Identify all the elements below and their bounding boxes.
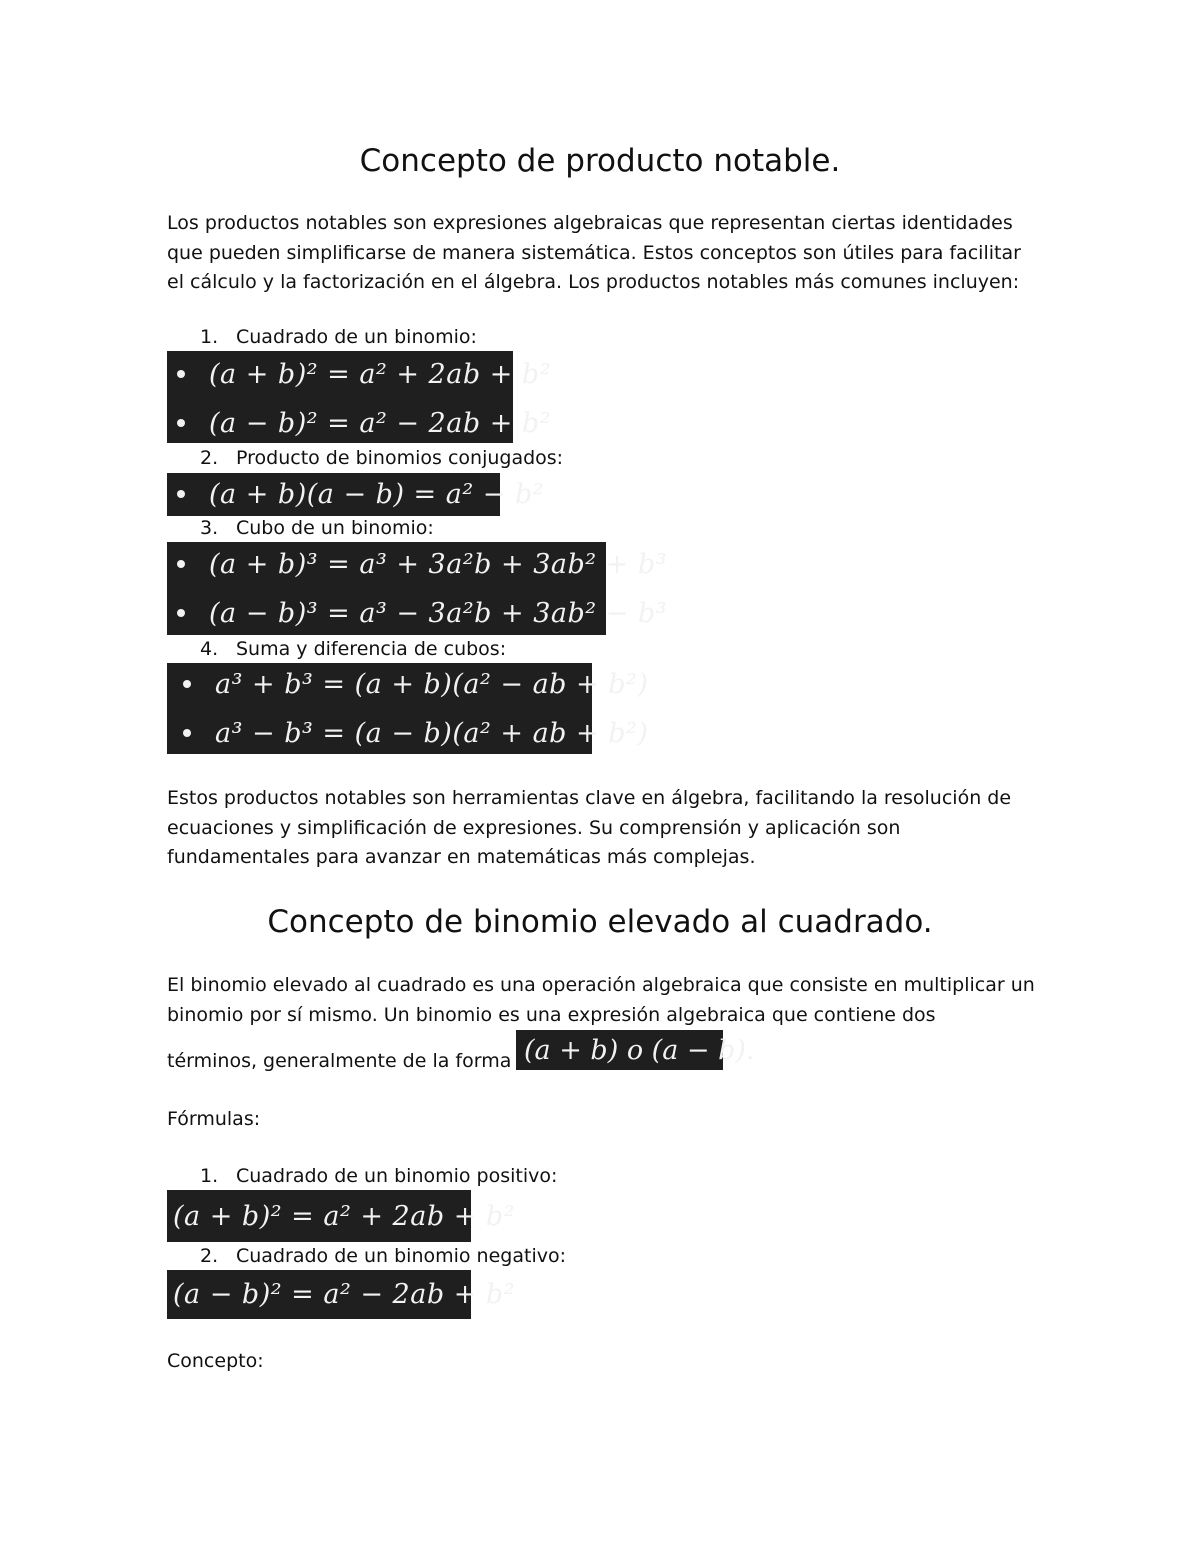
intro-paragraph [167, 209, 1047, 298]
formula: (a − b)² = a² − 2ab + b² [209, 407, 552, 439]
formula-box [167, 1270, 516, 1319]
formula-box [167, 1190, 516, 1242]
formula-row [167, 354, 551, 394]
concept-label: Concepto: [167, 1350, 264, 1372]
text-line: fundamentales para avanzar en matemáticas más complejas. [167, 846, 756, 868]
formula: (a − b)² = a² − 2ab + b² [173, 1278, 516, 1310]
list-number: 3. [200, 517, 219, 539]
bullet-icon [177, 609, 185, 617]
formula-box [167, 473, 545, 516]
formula: (a + b)³ = a³ + 3a²b + 3ab² + b³ [209, 548, 668, 580]
formula-row [167, 544, 667, 584]
list-item [200, 447, 563, 469]
list-number: 1. [200, 1165, 219, 1187]
text-line: que pueden simplificarse de manera sistemática. Estos conceptos son útiles para facilitar [167, 241, 1021, 264]
list-item [200, 517, 434, 539]
list-label: Cuadrado de un binomio negativo: [236, 1245, 566, 1267]
list-number: 2. [200, 1245, 219, 1267]
formula-box [167, 542, 668, 635]
inline-formula: (a + b) o (a − b). [516, 1030, 723, 1070]
intro-paragraph [167, 971, 1047, 1030]
formula-box [167, 351, 552, 443]
formula: (a + b)² = a² + 2ab + b² [209, 358, 552, 390]
bullet-icon [183, 680, 191, 688]
bullet-icon [177, 560, 185, 568]
formula-row [167, 403, 551, 443]
list-label: Suma y diferencia de cubos: [236, 638, 507, 660]
formula-row [167, 474, 544, 514]
closing-paragraph [167, 784, 1047, 873]
formula: (a − b)³ = a³ − 3a²b + 3ab² − b³ [209, 597, 668, 629]
formula-row [173, 1196, 515, 1236]
section-title: Concepto de binomio elevado al cuadrado. [267, 904, 933, 940]
bullet-icon [177, 419, 185, 427]
formula: a³ − b³ = (a − b)(a² + ab + b²) [215, 717, 649, 749]
formula-row [167, 593, 667, 633]
text-line: Estos productos notables son herramientas clave en álgebra, facilitando la resolución de [167, 787, 1012, 809]
text-line: el cálculo y la factorización en el álgebra. Los productos notables más comunes incluyen: [167, 271, 1020, 293]
list-item [200, 1245, 566, 1267]
list-item [200, 1165, 557, 1187]
text-line: términos, generalmente de la forma [167, 1050, 512, 1072]
formula: (a + b)(a − b) = a² − b² [209, 478, 545, 510]
formulas-label: Fórmulas: [167, 1108, 261, 1130]
text-line: binomio por sí mismo. Un binomio es una expresión algebraica que contiene dos [167, 1003, 936, 1026]
formula-row [173, 713, 648, 753]
list-label: Producto de binomios conjugados: [236, 447, 564, 469]
formula: a³ + b³ = (a + b)(a² − ab + b²) [215, 668, 649, 700]
list-item [200, 326, 477, 348]
list-label: Cuadrado de un binomio positivo: [236, 1165, 558, 1187]
section-title: Concepto de producto notable. [359, 143, 841, 179]
list-label: Cuadrado de un binomio: [236, 326, 477, 348]
text-line: El binomio elevado al cuadrado es una operación algebraica que consiste en multiplicar un [167, 974, 1035, 996]
text-line: ecuaciones y simplificación de expresiones. Su comprensión y aplicación son [167, 816, 901, 839]
list-number: 1. [200, 326, 219, 348]
bullet-icon [183, 729, 191, 737]
formula-box [167, 663, 649, 754]
bullet-icon [177, 490, 185, 498]
bullet-icon [177, 370, 185, 378]
formula: (a + b)² = a² + 2ab + b² [173, 1200, 516, 1232]
formula-row [173, 1274, 515, 1314]
list-number: 2. [200, 447, 219, 469]
list-item [200, 638, 506, 660]
formula-row [173, 664, 648, 704]
list-label: Cubo de un binomio: [236, 517, 434, 539]
list-number: 4. [200, 638, 219, 660]
text-line: Los productos notables son expresiones algebraicas que representan ciertas identidades [167, 212, 1013, 234]
